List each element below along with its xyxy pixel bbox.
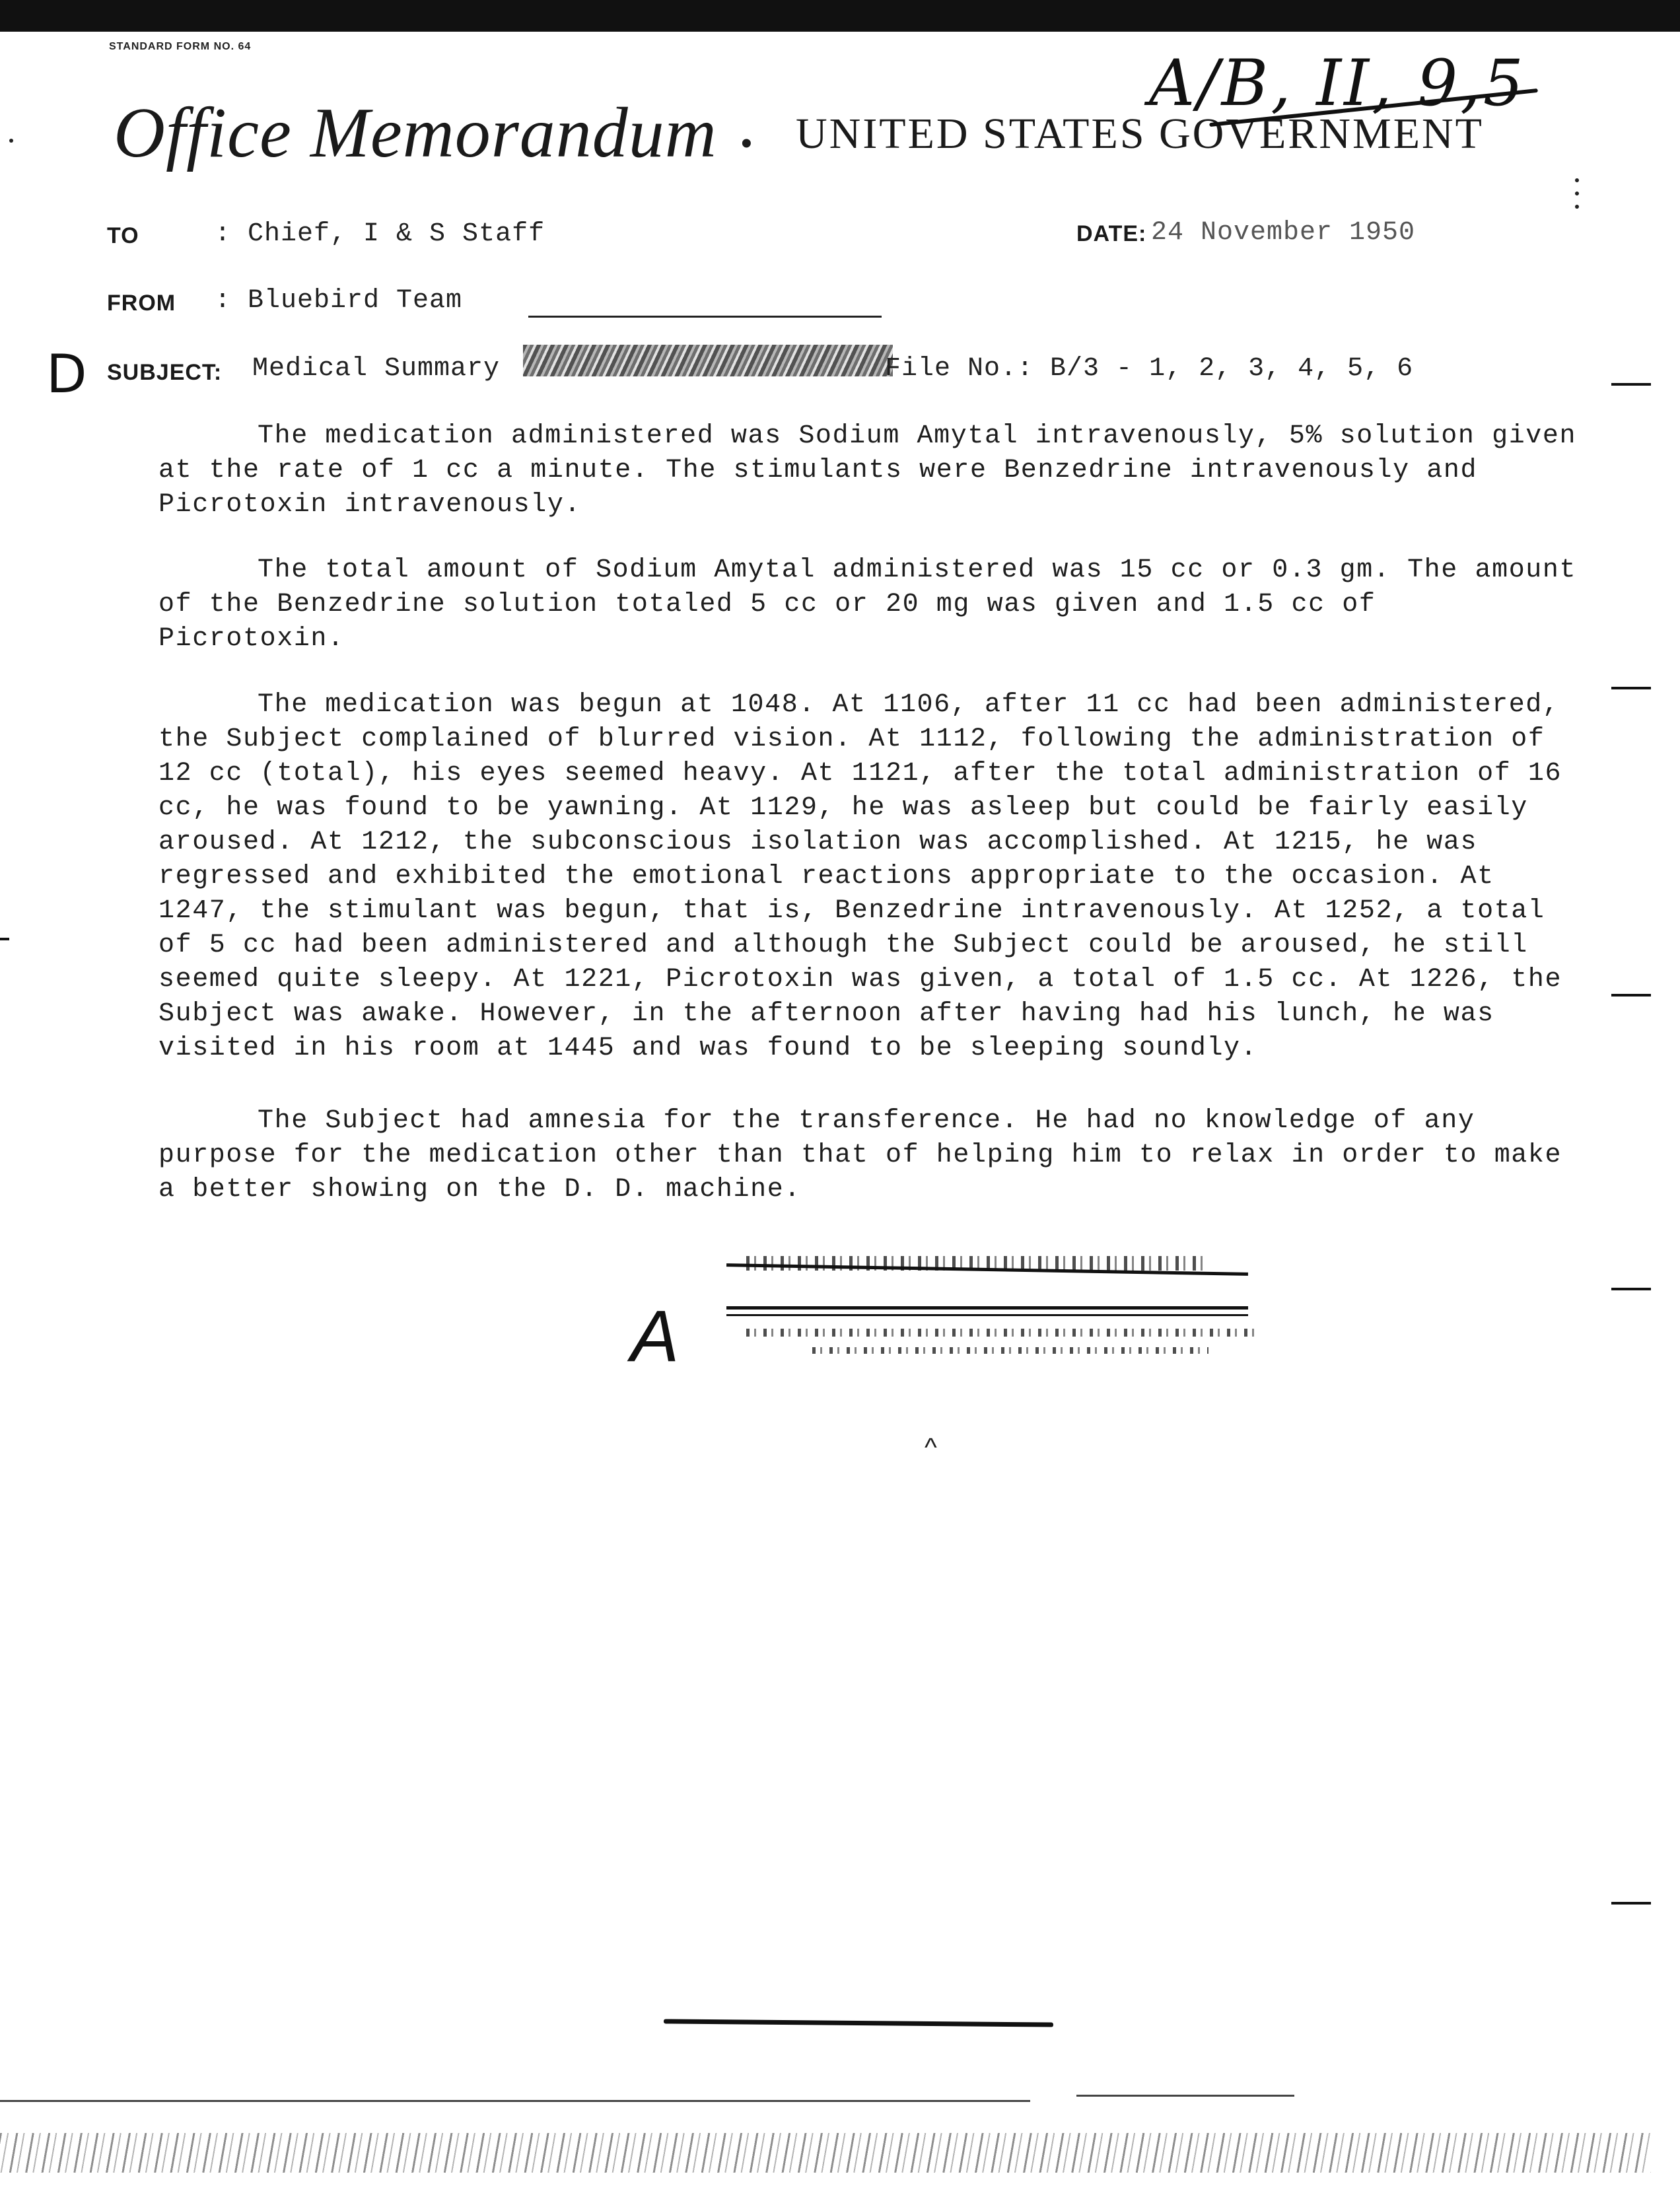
handwritten-subject-mark: D [46,343,87,405]
paragraph-text: The medication administered was Sodium Amytal intravenously, 5% solution given at the rate of 1 cc a minute. The stimulants were Benzedrine intravenously and Picrotoxin intravenously. [158,421,1577,520]
scan-dot [1575,192,1579,195]
handwritten-reference: A/B, II, 9,5 [1149,46,1526,120]
form-number: STANDARD FORM NO. 64 [109,41,252,52]
subject-value: Medical Summary [252,354,501,384]
agency-name: UNITED STATES GOVERNMENT [796,110,1484,158]
footer-rule-short [1076,2095,1294,2097]
file-number: File No.: B/3 - 1, 2, 3, 4, 5, 6 [885,354,1414,384]
from-label: FROM [107,291,176,316]
scan-top-border [0,0,1680,32]
margin-mark [1611,1288,1651,1290]
body-paragraph-2 [158,553,1578,656]
body-paragraph-3 [158,688,1578,1066]
scan-noise-footer [0,2133,1651,2173]
stamp-noise [812,1347,1208,1354]
footer-rule [0,2100,1030,2102]
date-value: 24 November 1950 [1151,218,1416,248]
stamp-line [726,1314,1248,1316]
to-label: TO [107,223,139,248]
body-paragraph-1 [158,419,1578,522]
paragraph-text: The total amount of Sodium Amytal administered was 15 cc or 0.3 gm. The amount of the Benzedrine solution totaled 5 cc or 20 mg was given and 1.5 cc of Picrotoxin. [158,555,1577,654]
date-label: DATE: [1076,221,1147,246]
subject-label: SUBJECT: [107,360,223,385]
margin-mark [1611,687,1651,689]
redaction-block [523,345,893,376]
redacted-stamp-block [726,1248,1255,1380]
scan-dot [9,139,13,143]
margin-mark [1611,994,1651,997]
handwritten-stamp-letter: A [631,1296,680,1377]
body-paragraph-4 [158,1104,1578,1207]
title-bullet: • [741,126,752,161]
paragraph-text: The Subject had amnesia for the transference. He had no knowledge of any purpose for the medication other than that of helping him to relax in order to make a better showing on the D. D. machine. [158,1106,1562,1205]
from-value: : Bluebird Team [215,286,463,316]
paragraph-text: The medication was begun at 1048. At 1106, after 11 cc had been administered, the Subject complained of blurred vision. At 1112, following the administration of 12 cc (total), his eyes seemed heavy. At 1121, after the total administration of 16 cc, he was found to be yawning. At 1129, he was asleep but could be fairly easily aroused. At 1212, the subconscious isolation was accomplished. At 1215, he was regressed and exhibited the emotional reactions appropriate to the occasion. At 1247, the stimulant was begun, that is, Benzedrine intravenously. At 1252, a total of 5 cc had been administered and although the Subject could be aroused, he still seemed quite sleepy. At 1221, Picrotoxin was given, a total of 1.5 cc. At 1226, the Subject was awake. However, in the afternoon after having had his lunch, he was visited in his room at 1445 and was found to be sleeping soundly. [158,690,1562,1063]
margin-mark [0,938,9,940]
margin-mark [1611,1902,1651,1905]
scan-dot [1575,178,1579,182]
signature-line [528,316,882,318]
scan-dot [1575,205,1579,209]
margin-mark [1611,383,1651,386]
stamp-line [726,1306,1248,1310]
bottom-rule [664,2019,1053,2027]
memo-title: Office Memorandum [114,94,717,172]
handwritten-caret: ^ [925,1433,937,1462]
stamp-noise [746,1329,1261,1337]
to-value: : Chief, I & S Staff [215,219,545,249]
